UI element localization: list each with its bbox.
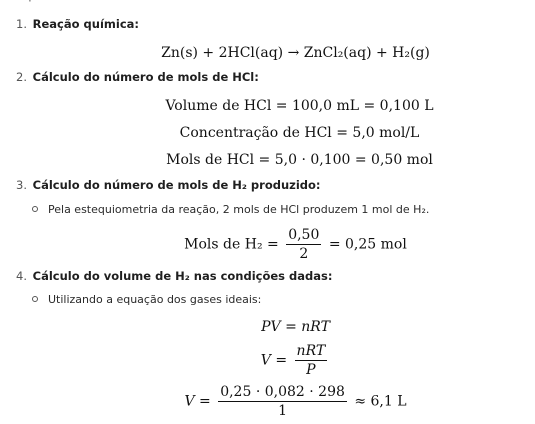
bullet-text: Pela estequiometria da reação, 2 mols de HCl produzem 1 mol de H₂. bbox=[48, 203, 430, 216]
eq-rhs: ≈ 6,1 L bbox=[354, 393, 407, 410]
eq-lhs: V = bbox=[184, 393, 211, 410]
v-formula-equation bbox=[28, 343, 535, 378]
mols-h2-equation bbox=[28, 227, 535, 262]
fraction bbox=[295, 343, 328, 378]
ideal-gas-equation: PV = nRT bbox=[261, 319, 330, 335]
bullet-circle-icon bbox=[32, 296, 38, 302]
mols-hcl-equation: Mols de HCl = 5,0 · 0,100 = 0,50 mol bbox=[166, 152, 433, 168]
concentration-equation: Concentração de HCl = 5,0 mol/L bbox=[179, 125, 420, 141]
fraction-numerator: 0,50 bbox=[288, 227, 320, 243]
fraction-denominator: 2 bbox=[299, 246, 309, 262]
step-title: Cálculo do número de mols de H₂ produzido: bbox=[32, 178, 321, 192]
fraction-denominator: 1 bbox=[278, 403, 287, 419]
step-4-bullet bbox=[32, 292, 261, 308]
fraction-numerator: 0,25 · 0,082 · 298 bbox=[220, 384, 345, 400]
step-title: Cálculo do número de mols de HCl: bbox=[32, 70, 259, 84]
step-3-heading bbox=[16, 177, 321, 193]
eq-lhs: V = bbox=[260, 352, 288, 369]
v-result-equation bbox=[28, 384, 535, 419]
step-4-heading bbox=[16, 268, 332, 284]
step-number: 4. bbox=[16, 269, 27, 283]
step-number: 2. bbox=[16, 70, 27, 84]
step-3-bullet bbox=[32, 202, 429, 218]
step-number: 3. bbox=[16, 178, 27, 192]
reaction-equation: Zn(s) + 2HCl(aq) → ZnCl₂(aq) + H₂(g) bbox=[161, 45, 430, 61]
bullet-circle-icon bbox=[32, 206, 38, 212]
fraction bbox=[286, 227, 321, 262]
eq-rhs: = 0,25 mol bbox=[328, 236, 407, 253]
step-1-heading bbox=[16, 16, 139, 32]
step-2-heading bbox=[16, 69, 259, 85]
fraction-denominator: P bbox=[306, 362, 316, 378]
volume-equation: Volume de HCl = 100,0 mL = 0,100 L bbox=[165, 98, 434, 114]
eq-lhs: Mols de H₂ = bbox=[184, 236, 279, 253]
bullet-text: Utilizando a equação dos gases ideais: bbox=[48, 293, 262, 306]
clipped-text-fragment: · bbox=[28, 0, 32, 8]
fraction-numerator: nRT bbox=[296, 343, 326, 359]
fraction bbox=[218, 384, 347, 419]
step-title: Cálculo do volume de H₂ nas condições dadas: bbox=[32, 269, 333, 283]
step-number: 1. bbox=[16, 17, 27, 31]
step-title: Reação química: bbox=[32, 17, 139, 31]
